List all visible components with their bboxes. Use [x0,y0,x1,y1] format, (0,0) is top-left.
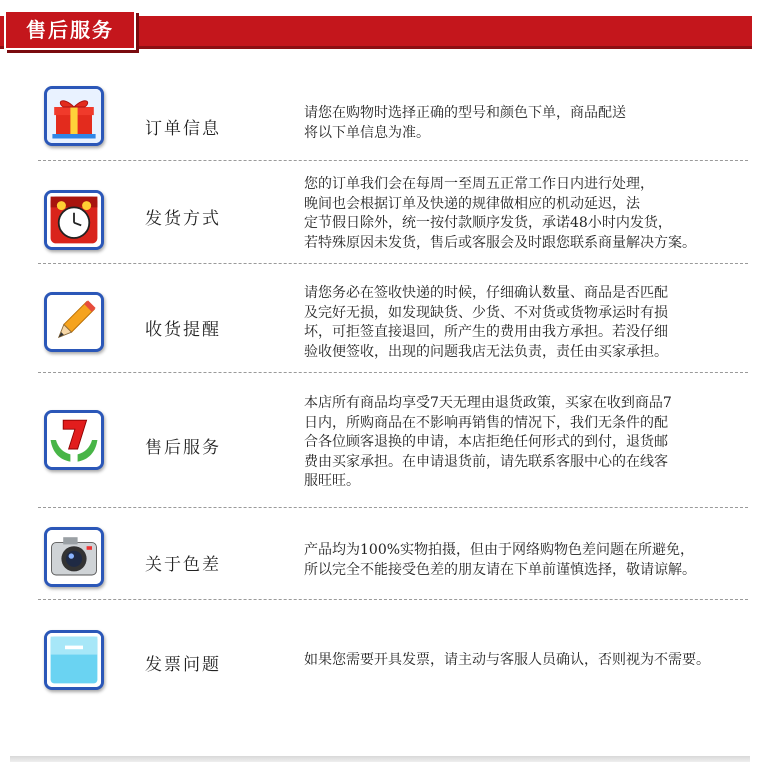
alarm-clock-icon [44,190,104,250]
divider [38,507,748,508]
section-desc-shipping [304,175,754,253]
section-desc-color-difference [304,541,754,580]
invoice-box-icon [44,630,104,690]
seven-day-hands-icon [44,410,104,470]
footer-bar [10,756,750,762]
desc-line: 本店所有商品均享受7天无理由退货政策，买家在收到商品7 [304,395,672,411]
desc-line: 产品均为100%实物拍摄，但由于网络购物色差问题在所避免， [304,542,695,558]
section-label-shipping: 发货方式 [145,209,221,229]
desc-line: 如果您需要开具发票，请主动与客服人员确认，否则视为不需要。 [304,652,710,668]
desc-line: 合各位顾客退换的申请，本店拒绝任何形式的到付，退货邮 [304,434,668,450]
section-desc-order-info [304,104,754,143]
section-label-after-sales: 售后服务 [145,438,221,458]
desc-line: 所以完全不能接受色差的朋友请在下单前谨慎选择，敬请谅解。 [304,561,696,578]
desc-line: 若特殊原因未发货，售后或客服会及时跟您联系商量解决方案。 [304,234,696,251]
desc-line: 坏，可拒签直接退回，所产生的费用由我方承担。若没仔细 [304,324,668,340]
desc-line: 您的订单我们会在每周一至周五正常工作日内进行处理， [304,176,654,192]
desc-line: 费由买家承担。在申请退货前，请先联系客服中心的在线客 [304,453,668,470]
desc-line: 服旺旺。 [304,473,360,489]
section-banner [0,6,760,50]
banner-tab [4,10,136,50]
pencil-icon [44,292,104,352]
divider [38,160,748,161]
gift-icon [44,86,104,146]
divider [38,372,748,373]
desc-line: 及完好无损，如发现缺货、少货、不对货或货物承运时有损 [304,304,668,321]
section-desc-delivery-notice [304,284,754,362]
desc-line: 日内，所购商品在不影响再销售的情况下，我们无条件的配 [304,414,668,431]
desc-line: 将以下单信息为准。 [304,124,430,141]
desc-line: 验收便签收，出现的问题我店无法负责，责任由买家承担。 [304,343,668,360]
desc-line: 请您务必在签收快递的时候，仔细确认数量、商品是否匹配 [304,285,668,301]
section-label-order-info: 订单信息 [145,119,221,139]
banner-title: 售后服务 [26,18,114,42]
divider [38,599,748,600]
divider [38,263,748,264]
desc-line: 定节假日除外，统一按付款顺序发货，承诺48小时内发货， [304,215,672,231]
camera-icon [44,527,104,587]
section-label-invoice: 发票问题 [145,655,221,675]
section-label-delivery-notice: 收货提醒 [145,320,221,340]
desc-line: 晚间也会根据订单及快递的规律做相应的机动延迟，法 [304,195,640,212]
desc-line: 请您在购物时选择正确的型号和颜色下单，商品配送 [304,105,626,121]
section-label-color-difference: 关于色差 [145,555,221,575]
section-desc-invoice [304,651,754,671]
section-desc-after-sales [304,394,754,492]
